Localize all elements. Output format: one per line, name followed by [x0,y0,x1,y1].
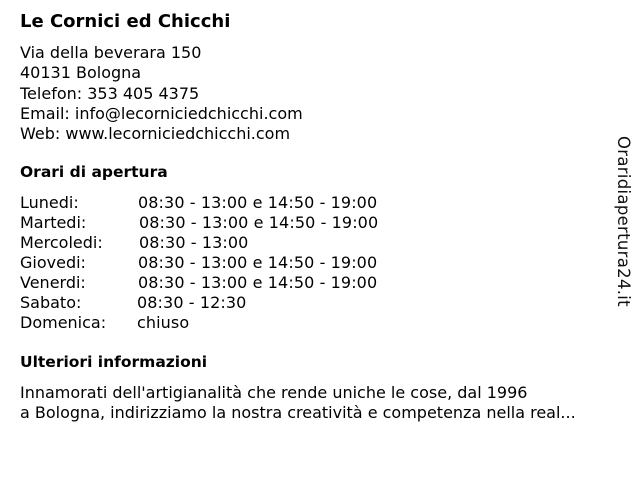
time-value: 08:30 - 12:30 [137,293,247,313]
day-label: Mercoledi: [20,233,103,253]
hours-row-monday [20,193,610,213]
time-value: 08:30 - 13:00 [139,233,249,253]
email-line: Email: info@lecorniciedchicchi.com [20,103,303,123]
business-name: Le Cornici ed Chicchi [20,11,231,32]
info-heading: Ulteriori informazioni [20,353,208,372]
site-watermark: Oraridiapertura24.it [614,136,633,307]
time-value: 08:30 - 13:00 e 14:50 - 19:00 [138,253,378,273]
hours-row-tuesday [20,213,610,233]
web-line: Web: www.lecorniciedchicchi.com [20,124,291,144]
business-card [20,10,610,423]
day-label: Venerdi: [20,273,86,293]
day-label: Sabato: [20,293,82,313]
day-label: Martedi: [20,213,87,233]
hours-row-wednesday [20,233,610,253]
hours-table [20,193,610,333]
description-line: Innamorati dell'artigianalità che rende uniche le cose, dal 1996 [20,383,528,403]
time-value: 08:30 - 13:00 e 14:50 - 19:00 [139,213,379,233]
time-value: 08:30 - 13:00 e 14:50 - 19:00 [138,193,378,213]
description [20,383,625,423]
description-line: a Bologna, indirizziamo la nostra creatività e competenza nella real... [20,403,576,423]
hours-heading: Orari di apertura [20,163,168,182]
hours-row-thursday [20,253,610,273]
hours-row-sunday [20,313,610,333]
address-street: Via della beverara 150 [20,43,202,62]
hours-row-saturday [20,293,610,313]
phone-line: Telefon: 353 405 4375 [20,83,200,103]
day-label: Lunedi: [20,193,79,213]
time-value: 08:30 - 13:00 e 14:50 - 19:00 [138,273,378,293]
day-label: Giovedi: [20,253,86,273]
time-value: chiuso [137,313,190,333]
hours-row-friday [20,273,610,293]
contact-block [20,43,610,144]
day-label: Domenica: [20,313,107,333]
address-city: 40131 Bologna [20,63,142,83]
